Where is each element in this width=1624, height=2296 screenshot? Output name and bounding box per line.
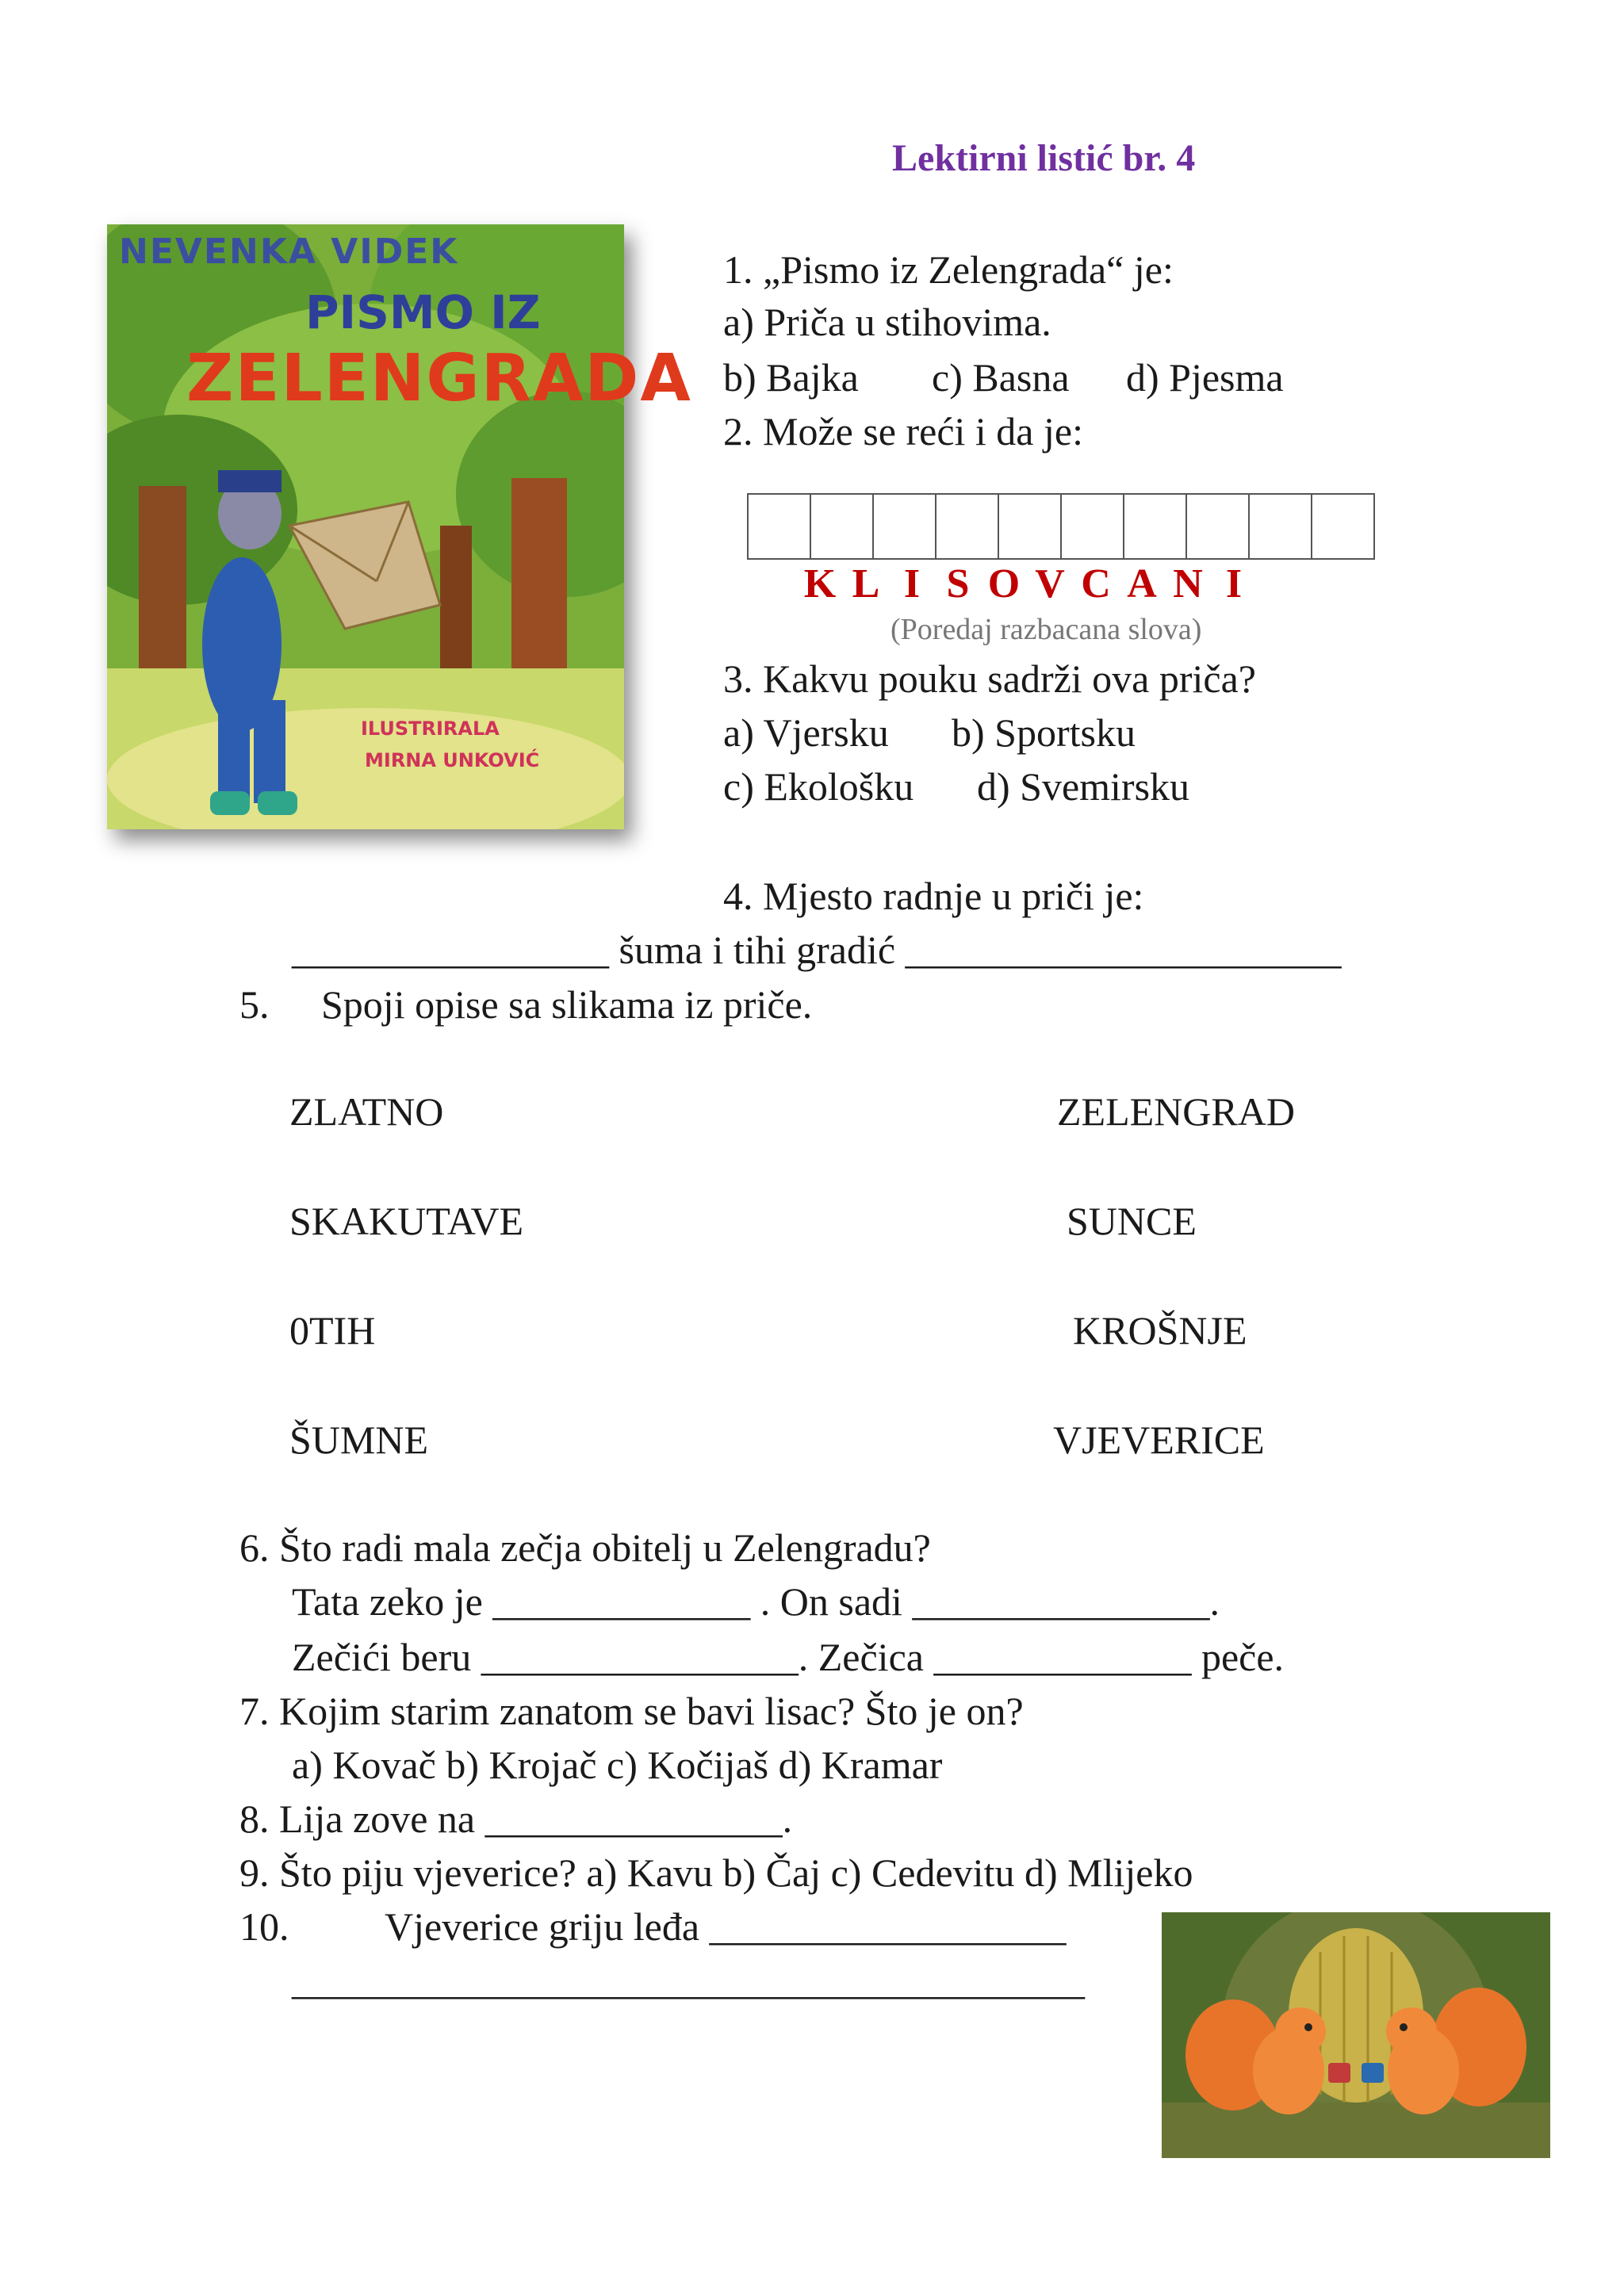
scrambled-letter: K bbox=[803, 561, 837, 607]
letter-box[interactable] bbox=[1185, 493, 1250, 560]
question-8[interactable]: 8. Lija zove na _______________. bbox=[239, 1797, 793, 1841]
q1-option-c: c) Basna bbox=[932, 355, 1070, 400]
scrambled-letter: O bbox=[987, 561, 1021, 607]
letter-box[interactable] bbox=[998, 493, 1062, 560]
scrambled-letter: L bbox=[852, 561, 880, 607]
q1-option-a: a) Priča u stihovima. bbox=[723, 300, 1051, 344]
question-3: 3. Kakvu pouku sadrži ova priča? bbox=[723, 656, 1256, 701]
scrambled-letter: N bbox=[1173, 561, 1203, 607]
letter-box[interactable] bbox=[1123, 493, 1187, 560]
q3-option-c: c) Ekološku bbox=[723, 764, 914, 809]
question-6: 6. Što radi mala zečja obitelj u Zelengradu? bbox=[239, 1525, 931, 1570]
match-right-item[interactable]: KROŠNJE bbox=[1073, 1308, 1247, 1353]
q6-line-1[interactable]: Tata zeko je _____________ . On sadi _______________. bbox=[292, 1579, 1220, 1624]
question-10[interactable]: Vjeverice griju leđa __________________ bbox=[385, 1904, 1067, 1949]
q1-option-b: b) Bajka bbox=[723, 355, 859, 400]
letter-box[interactable] bbox=[747, 493, 811, 560]
question-1: 1. „Pismo iz Zelengrada“ je: bbox=[723, 247, 1174, 292]
match-left-item[interactable]: ŠUMNE bbox=[289, 1418, 429, 1462]
question-4: 4. Mjesto radnje u priči je: bbox=[723, 874, 1144, 918]
cover-illustrator-line2: MIRNA UNKOVIĆ bbox=[365, 749, 540, 771]
scrambled-letter: I bbox=[1225, 561, 1243, 607]
question-2: 2. Može se reći i da je: bbox=[723, 409, 1083, 453]
q3-option-a: a) Vjersku bbox=[723, 710, 889, 755]
scrambled-letter: I bbox=[903, 561, 921, 607]
match-left-item[interactable]: ZLATNO bbox=[289, 1089, 444, 1134]
q10-answer-line[interactable]: ________________________________________ bbox=[292, 1958, 1085, 2003]
letter-box[interactable] bbox=[1060, 493, 1124, 560]
q3-option-b: b) Sportsku bbox=[952, 710, 1136, 755]
letter-box[interactable] bbox=[935, 493, 999, 560]
cover-author: NEVENKA VIDEK bbox=[119, 232, 459, 272]
question-10-number: 10. bbox=[239, 1904, 289, 1949]
question-5-number: 5. bbox=[239, 982, 270, 1027]
scrambled-letters bbox=[797, 561, 1257, 607]
scrambled-letter: S bbox=[946, 561, 970, 607]
q6-line-2[interactable]: Zečići beru ________________. Zečica _____________ peče. bbox=[292, 1635, 1285, 1679]
scrambled-letter: V bbox=[1035, 561, 1065, 607]
scramble-hint: (Poredaj razbacana slova) bbox=[891, 613, 1202, 646]
q3-option-d: d) Svemirsku bbox=[977, 764, 1190, 809]
match-right-item[interactable]: SUNCE bbox=[1067, 1199, 1197, 1243]
q7-options: a) Kovač b) Krojač c) Kočijaš d) Kramar bbox=[292, 1743, 943, 1787]
letter-box[interactable] bbox=[1311, 493, 1375, 560]
match-left-item[interactable]: 0TIH bbox=[289, 1308, 376, 1353]
scrambled-letter: A bbox=[1127, 561, 1157, 607]
letter-box[interactable] bbox=[1248, 493, 1312, 560]
page-title: Lektirni listić br. 4 bbox=[892, 137, 1196, 179]
question-7: 7. Kojim starim zanatom se bavi lisac? Što je on? bbox=[239, 1689, 1024, 1733]
q1-option-d: d) Pjesma bbox=[1126, 355, 1284, 400]
letter-box[interactable] bbox=[872, 493, 936, 560]
squirrels-image bbox=[1162, 1912, 1550, 2158]
letter-boxes[interactable] bbox=[749, 493, 1375, 560]
match-right-item[interactable]: ZELENGRAD bbox=[1057, 1089, 1295, 1134]
question-9: 9. Što piju vjeverice? a) Kavu b) Čaj c) Cedevitu d) Mlijeko bbox=[239, 1850, 1193, 1895]
cover-title-line1: PISMO IZ bbox=[305, 285, 541, 339]
match-right-item[interactable]: VJEVERICE bbox=[1053, 1418, 1265, 1462]
question-5: Spoji opise sa slikama iz priče. bbox=[321, 982, 813, 1027]
cover-illustrator-line1: ILUSTRIRALA bbox=[361, 718, 500, 740]
letter-box[interactable] bbox=[810, 493, 874, 560]
scrambled-letter: C bbox=[1081, 561, 1111, 607]
cover-title-line2: ZELENGRADA bbox=[186, 341, 692, 416]
match-left-item[interactable]: SKAKUTAVE bbox=[289, 1199, 524, 1243]
q4-answer-line[interactable]: ________________ šuma i tihi gradić ______________________ bbox=[292, 928, 1342, 972]
